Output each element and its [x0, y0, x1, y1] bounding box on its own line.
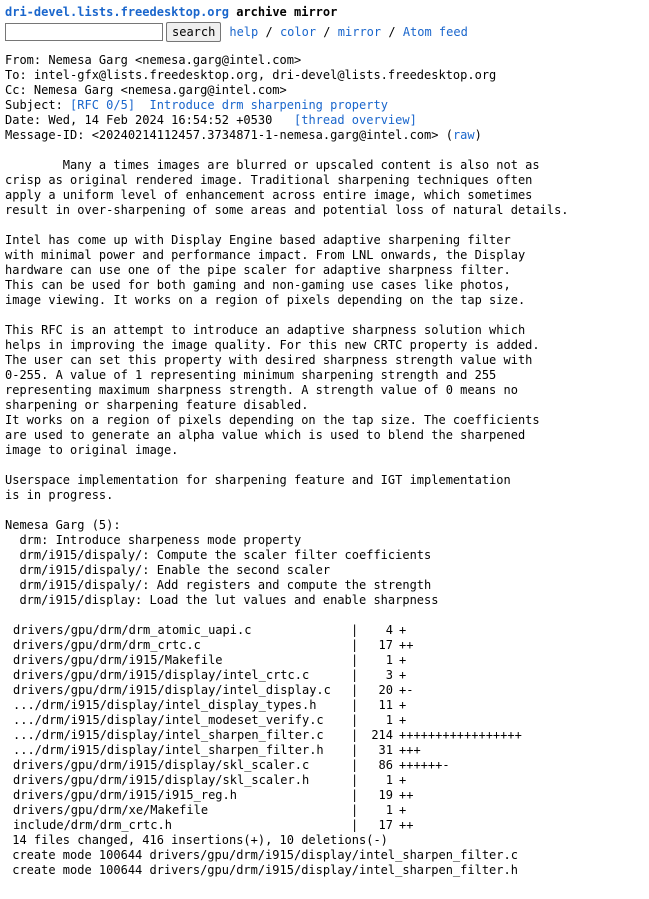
diffstat-row: drivers/gpu/drm/drm_crtc.c | 17 ++ [5, 638, 649, 653]
diffstat-file: .../drm/i915/display/intel_modeset_verify.c [13, 713, 324, 727]
diffstat-bar: ++ [399, 818, 414, 832]
diffstat-bar: + [399, 653, 407, 667]
header-from: From: Nemesa Garg <nemesa.garg@intel.com> [5, 53, 302, 67]
diffstat-count: 214 [371, 728, 393, 742]
thread-overview-link[interactable]: [thread overview] [294, 113, 417, 127]
header-cc: Cc: Nemesa Garg <nemesa.garg@intel.com> [5, 83, 287, 97]
subject-text-link[interactable]: Introduce drm sharpening property [149, 98, 388, 112]
search-input[interactable] [5, 23, 163, 41]
diffstat-count: 19 [378, 788, 393, 802]
diffstat-summary: 14 files changed, 416 insertions(+), 10 deletions(-) [5, 833, 388, 847]
diffstat-file: .../drm/i915/display/intel_display_types.h [13, 698, 317, 712]
diffstat-bar: +++ [399, 743, 421, 757]
body-paragraph: This RFC is an attempt to introduce an adaptive sharpness solution which helps in improving the image quality. For this new CRTC property is added. The user can set this property with desired sharpness strength value with 0-255. A value of 1 representing minimum sharpening strength and 255 representing maximum sharpness strength. A strength value of 0 means no sharpening or sharpening feature disabled. It works on a region of pixels depending on the tap size. The coefficients are used to generate an alpha value which is used to blend the sharpened image to original image. [5, 323, 540, 457]
body-paragraph: Intel has come up with Display Engine based adaptive sharpening filter with minimal power and performance impact. From LNL onwards, the Display hardware can use one of the pipe scaler for adaptive sharpness filter. This can be used for both gaming and non-gaming use cases like photos, image viewing. It works on a region of pixels depending on the tap size. [5, 233, 526, 307]
diffstat-count: 1 [385, 713, 393, 727]
diffstat-file: include/drm/drm_crtc.h [13, 818, 172, 832]
diffstat-count: 1 [385, 803, 393, 817]
diffstat-count: 17 [378, 818, 393, 832]
diffstat-file: drivers/gpu/drm/i915/display/intel_display.c [13, 683, 331, 697]
create-mode-line: create mode 100644 drivers/gpu/drm/i915/display/intel_sharpen_filter.h [5, 863, 518, 877]
diffstat-row: drivers/gpu/drm/i915/display/skl_scaler.h | 1 + [5, 773, 649, 788]
diffstat-count: 4 [385, 623, 393, 637]
diffstat-file: .../drm/i915/display/intel_sharpen_filter.h [13, 743, 324, 757]
diffstat-row: drivers/gpu/drm/i915/Makefile | 1 + [5, 653, 649, 668]
diffstat-count: 31 [378, 743, 393, 757]
diffstat-count: 11 [378, 698, 393, 712]
diffstat-file: .../drm/i915/display/intel_sharpen_filter.c [13, 728, 324, 742]
search-button[interactable]: search [166, 22, 221, 42]
diffstat-row: drivers/gpu/drm/xe/Makefile | 1 + [5, 803, 649, 818]
diffstat-count: 17 [378, 638, 393, 652]
archive-suffix: archive mirror [228, 5, 338, 19]
diffstat-bar: + [399, 623, 407, 637]
diffstat-bar: + [399, 713, 407, 727]
raw-link[interactable]: raw [452, 128, 475, 142]
diffstat-count: 20 [378, 683, 393, 697]
diffstat-count: 1 [385, 773, 393, 787]
create-mode-line: create mode 100644 drivers/gpu/drm/i915/display/intel_sharpen_filter.c [5, 848, 518, 862]
patch-list: Nemesa Garg (5): drm: Introduce sharpeness mode property drm/i915/dispaly/: Compute the scaler filter coefficients drm/i915/dispaly/: Enable the second scaler drm/i915/dispaly/: Add registers and compute the strength drm/i915/display: Load the lut values and enable sharpness [5, 518, 439, 607]
header-message-id: Message-ID: <20240214112457.3734871-1-nemesa.garg@intel.com> [5, 128, 439, 142]
color-link[interactable]: color [279, 24, 317, 39]
diffstat-count: 1 [385, 653, 393, 667]
diffstat-file: drivers/gpu/drm/drm_crtc.c [13, 638, 201, 652]
diffstat-bar: ++ [399, 638, 414, 652]
diffstat-bar: +++++++++++++++++ [399, 728, 522, 742]
diffstat-bar: + [399, 803, 407, 817]
diffstat-row: drivers/gpu/drm/i915/i915_reg.h | 19 ++ [5, 788, 649, 803]
help-link[interactable]: help [229, 24, 259, 39]
page-title [5, 5, 649, 20]
atom-feed-link[interactable]: Atom feed [402, 24, 468, 39]
nav-links: help / color / mirror / Atom feed [229, 24, 468, 39]
diffstat-file: drivers/gpu/drm/i915/display/intel_crtc.c [13, 668, 310, 682]
diffstat-row: .../drm/i915/display/intel_sharpen_filter.c | 214 +++++++++++++++++ [5, 728, 649, 743]
diffstat-count: 3 [385, 668, 393, 682]
diffstat-row: drivers/gpu/drm/drm_atomic_uapi.c | 4 + [5, 623, 649, 638]
diffstat-row: drivers/gpu/drm/i915/display/skl_scaler.c | 86 ++++++- [5, 758, 649, 773]
body-paragraph: Userspace implementation for sharpening feature and IGT implementation is in progress. [5, 473, 511, 502]
diffstat-file: drivers/gpu/drm/i915/Makefile [13, 653, 223, 667]
header-subject-prefix: Subject: [5, 98, 71, 112]
diffstat-bar: ++ [399, 788, 414, 802]
mirror-link[interactable]: mirror [337, 24, 382, 39]
diffstat-file: drivers/gpu/drm/i915/i915_reg.h [13, 788, 237, 802]
diffstat-bar: + [399, 773, 407, 787]
diffstat-file: drivers/gpu/drm/i915/display/skl_scaler.h [13, 773, 310, 787]
header-to: To: intel-gfx@lists.freedesktop.org, dri-devel@lists.freedesktop.org [5, 68, 497, 82]
diffstat-row: .../drm/i915/display/intel_sharpen_filter.h | 31 +++ [5, 743, 649, 758]
message-body [5, 158, 649, 608]
search-bar [5, 21, 649, 43]
diffstat-bar: + [399, 698, 407, 712]
diffstat-count: 86 [378, 758, 393, 772]
diffstat-file: drivers/gpu/drm/drm_atomic_uapi.c [13, 623, 252, 637]
body-paragraph: Many a times images are blurred or upscaled content is also not as crisp as original rendered image. Traditional sharpening techniques often apply a uniform level of enhancement across entire image, which sometimes result in over-sharpening of some areas and potential loss of natural details. [5, 158, 569, 217]
message-headers: From: Nemesa Garg <nemesa.garg@intel.com> To: intel-gfx@lists.freedesktop.org, dri-devel@lists.freedesktop.org Cc: Nemesa Garg <nemesa.garg@intel.com> Subject: [RFC 0/5] Introduce drm sharpening property Date: Wed, 14 Feb 2024 16:54:52 +0530 [thread overview] Message-ID: <20240214112457.3734871-1-nemesa.garg@intel.com> (raw) [5, 53, 497, 142]
diffstat-bar: ++++++- [399, 758, 450, 772]
list-name-link[interactable]: dri-devel.lists.freedesktop.org [5, 5, 229, 19]
diffstat-file: drivers/gpu/drm/i915/display/skl_scaler.c [13, 758, 310, 772]
diffstat-row: include/drm/drm_crtc.h | 17 ++ [5, 818, 649, 833]
header-date: Date: Wed, 14 Feb 2024 16:54:52 +0530 [5, 113, 273, 127]
diffstat-file: drivers/gpu/drm/xe/Makefile [13, 803, 209, 817]
diffstat-row: .../drm/i915/display/intel_display_types.h | 11 + [5, 698, 649, 713]
diffstat-bar: +- [399, 683, 414, 697]
diffstat-row: drivers/gpu/drm/i915/display/intel_crtc.c | 3 + [5, 668, 649, 683]
diffstat [5, 623, 649, 878]
subject-tag-link[interactable]: [RFC 0/5] [70, 98, 136, 112]
diffstat-row: .../drm/i915/display/intel_modeset_verify.c | 1 + [5, 713, 649, 728]
diffstat-bar: + [399, 668, 407, 682]
diffstat-row: drivers/gpu/drm/i915/display/intel_display.c | 20 +- [5, 683, 649, 698]
